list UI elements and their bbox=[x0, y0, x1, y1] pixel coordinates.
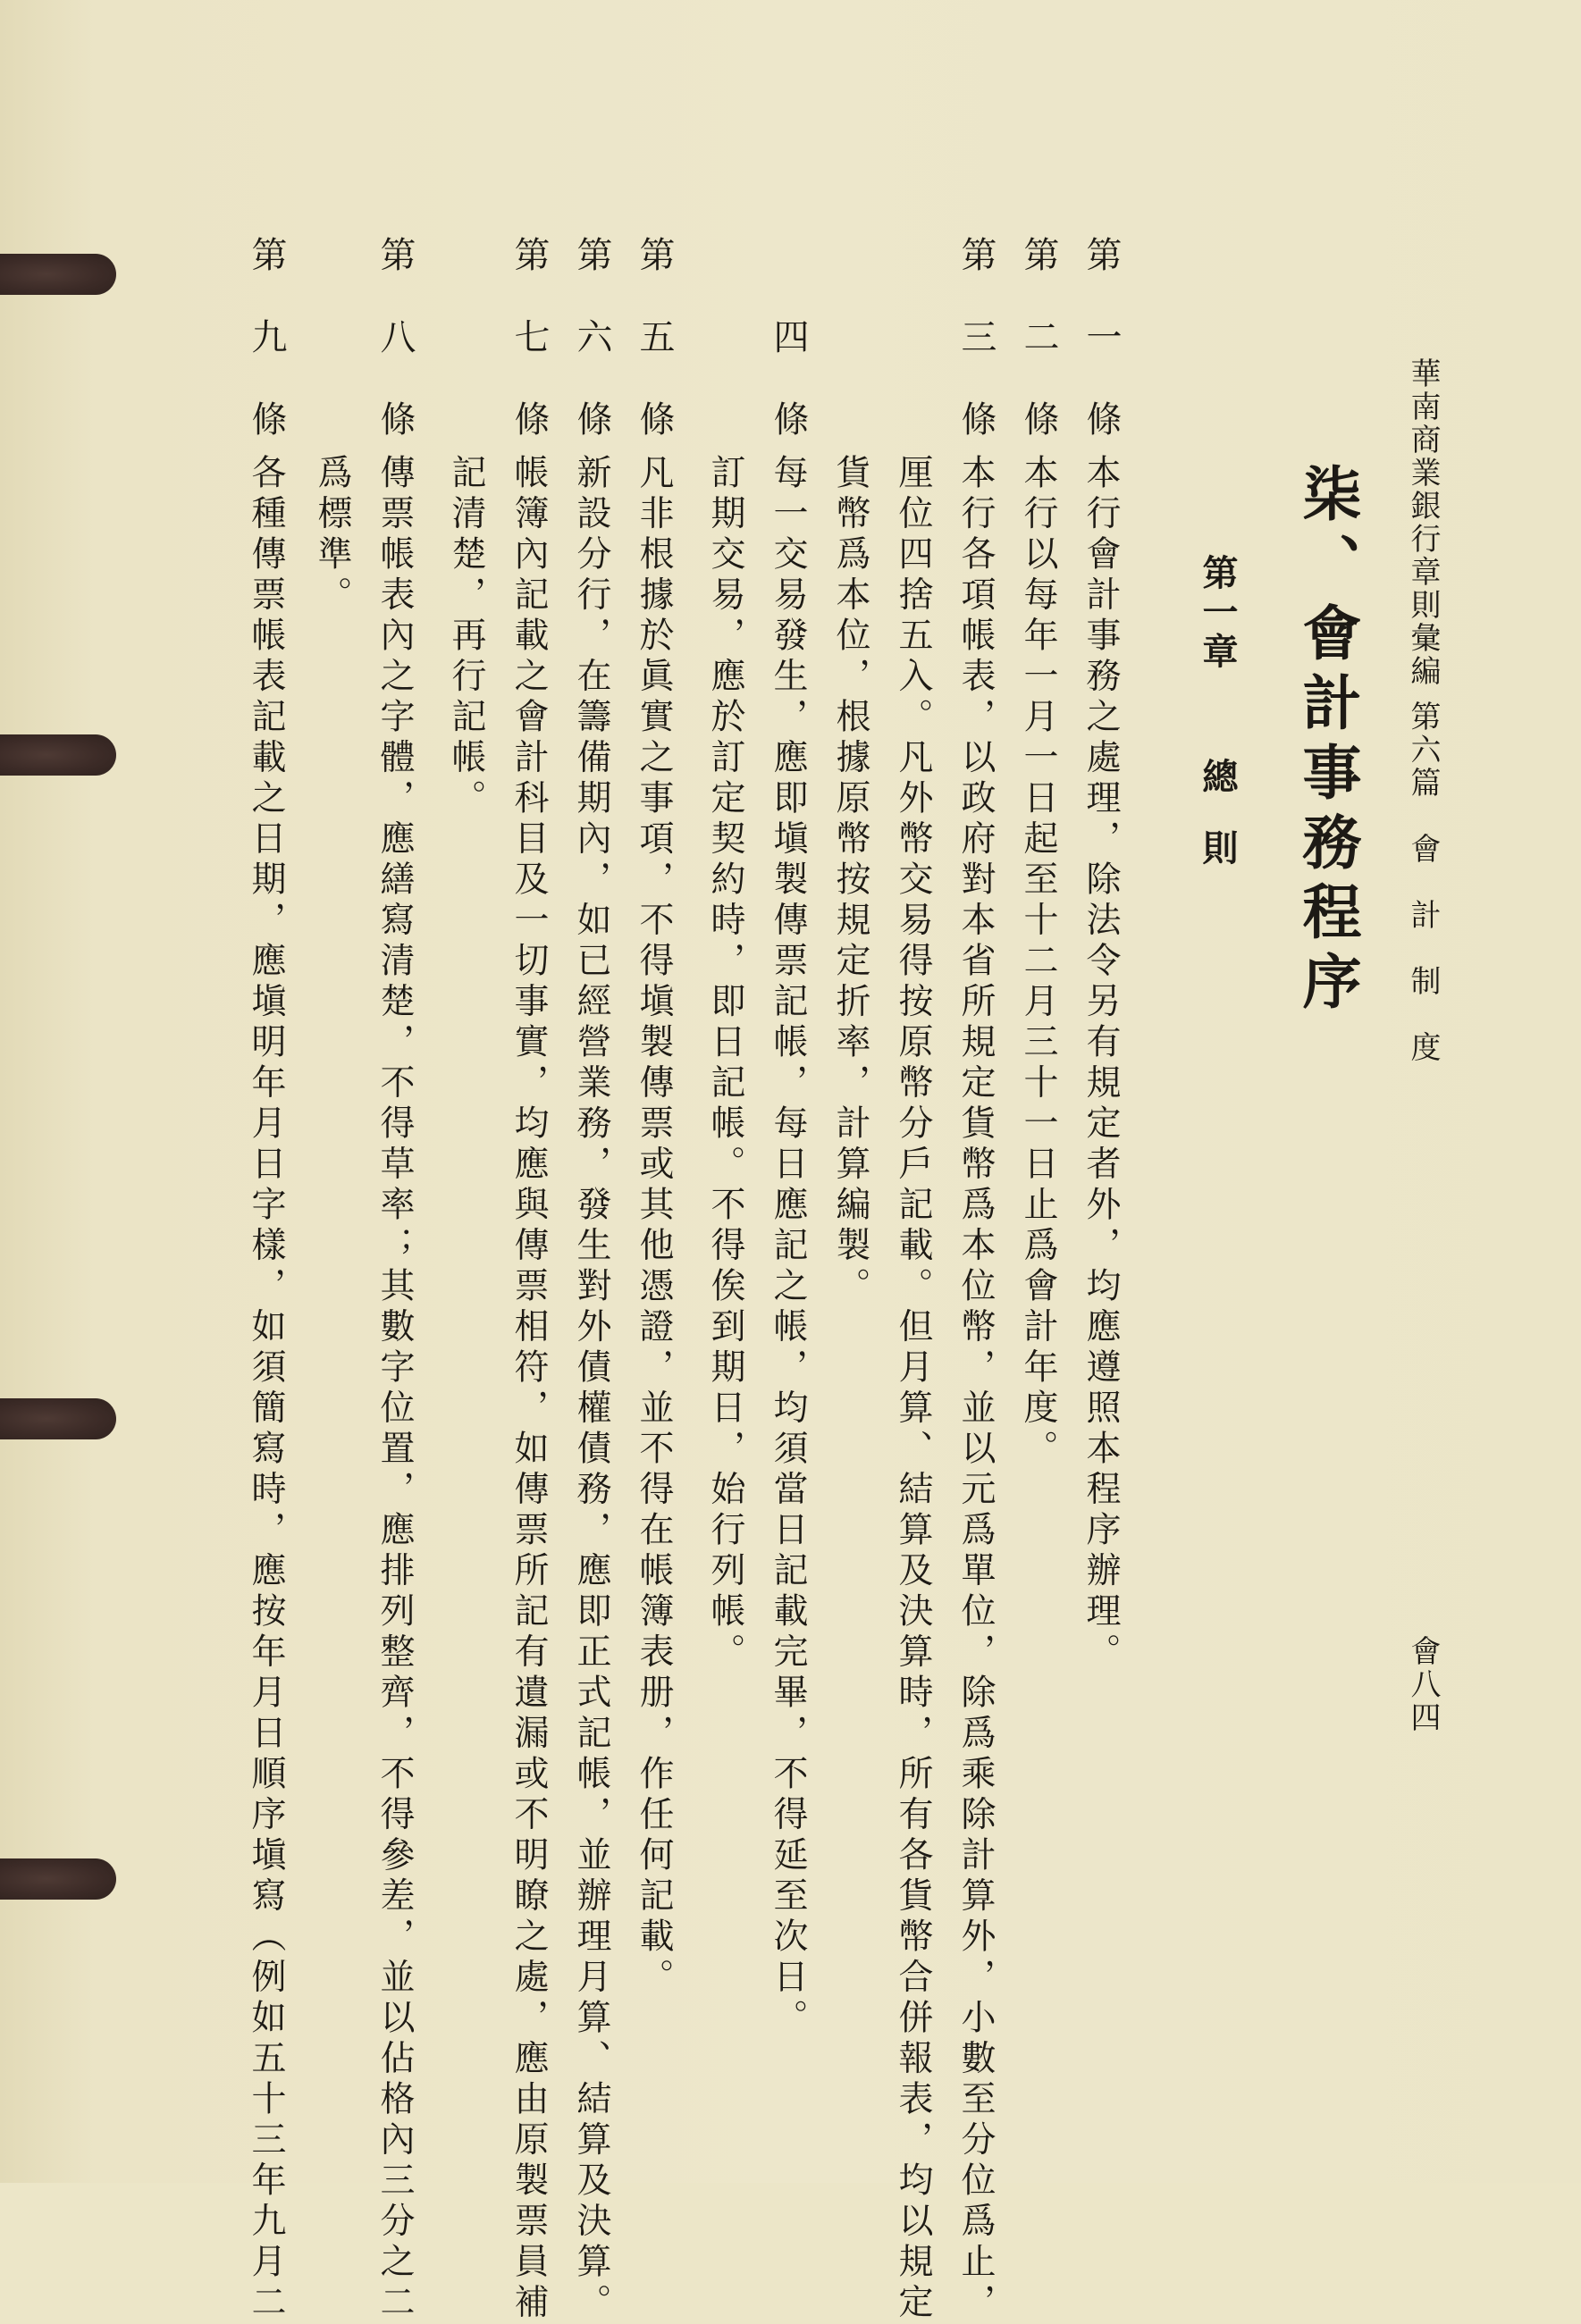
article-6-label: 第六條 bbox=[571, 236, 612, 482]
chapter-name: 第一章 bbox=[1197, 554, 1239, 672]
page-title: 柒、會計事務程序 bbox=[1292, 463, 1362, 1020]
article-7-line-1: 帳簿內記載之會計科目及一切事實，均應與傳票相符，如傳票所記有遺漏或不明瞭之處，應由原製票員補 bbox=[509, 454, 549, 2324]
article-4-line-1: 每一交易發生，應即塡製傳票記帳，每日應記之帳，均須當日記載完畢，不得延至次日。 bbox=[768, 454, 808, 2040]
article-7-label: 第七條 bbox=[509, 236, 550, 482]
article-4-label: 四條 bbox=[768, 318, 809, 482]
article-7-line-2: 記清楚，再行記帳。 bbox=[446, 454, 486, 820]
binding-hole bbox=[0, 1398, 116, 1439]
article-6-line-1: 新設分行，在籌備期內，如已經營業務，發生對外債權債務，應即正式記帳，並辦理月算、結算及決算。 bbox=[571, 454, 611, 2324]
article-9-line-1: 各種傳票帳表記載之日期，應塡明年月日字樣，如須簡寫時，應按年月日順序塡寫（例如五十三年九月二 bbox=[246, 454, 286, 2324]
article-3-line-2: 厘位四捨五入。凡外幣交易得按原幣分戶記載。但月算、結算及決算時，所有各貨幣合併報表，均以規定 bbox=[893, 454, 933, 2324]
article-9-label: 第九條 bbox=[246, 236, 287, 482]
article-2-label: 第二條 bbox=[1018, 236, 1059, 482]
article-8-label: 第八條 bbox=[374, 236, 416, 482]
binding-hole bbox=[0, 734, 116, 776]
binding-hole bbox=[0, 1858, 116, 1900]
chapter-heading bbox=[1197, 554, 1239, 865]
chapter-title: 總 則 bbox=[1197, 758, 1239, 865]
article-5-line-1: 凡非根據於眞實之事項，不得塡製傳票或其他憑證，並不得在帳簿表册，作任何記載。 bbox=[634, 454, 674, 1999]
article-4-line-2: 訂期交易，應於訂定契約時，即日記帳。不得俟到期日，始行列帳。 bbox=[705, 454, 745, 1674]
article-8-line-2: 爲標準。 bbox=[312, 454, 352, 617]
article-5-label: 第五條 bbox=[634, 236, 675, 482]
article-3-line-1: 本行各項帳表，以政府對本省所規定貨幣爲本位幣，並以元爲單位，除爲乘除計算外，小數至分位爲止， bbox=[955, 454, 996, 2324]
article-1-line-1: 本行會計事務之處理，除法令另有規定者外，均應遵照本程序辦理。 bbox=[1081, 454, 1121, 1674]
article-2-line-1: 本行以每年一月一日起至十二月三十一日止爲會計年度。 bbox=[1018, 454, 1058, 1471]
article-8-line-1: 傳票帳表內之字體，應繕寫清楚，不得草率；其數字位置，應排列整齊，不得參差，並以佔格內三分之二 bbox=[374, 454, 415, 2324]
book-title: 華南商業銀行章則彙編 bbox=[1405, 357, 1441, 688]
article-3-line-3: 貨幣爲本位，根據原幣按規定折率，計算編製。 bbox=[830, 454, 870, 1308]
section-title: 第六篇 會 計 制 度 bbox=[1405, 701, 1441, 1064]
article-1-label: 第一條 bbox=[1081, 236, 1122, 482]
article-3-label: 第三條 bbox=[955, 236, 997, 482]
running-header bbox=[1405, 357, 1441, 1064]
page-number: 會八四 bbox=[1405, 1635, 1441, 1734]
binding-hole bbox=[0, 254, 116, 295]
